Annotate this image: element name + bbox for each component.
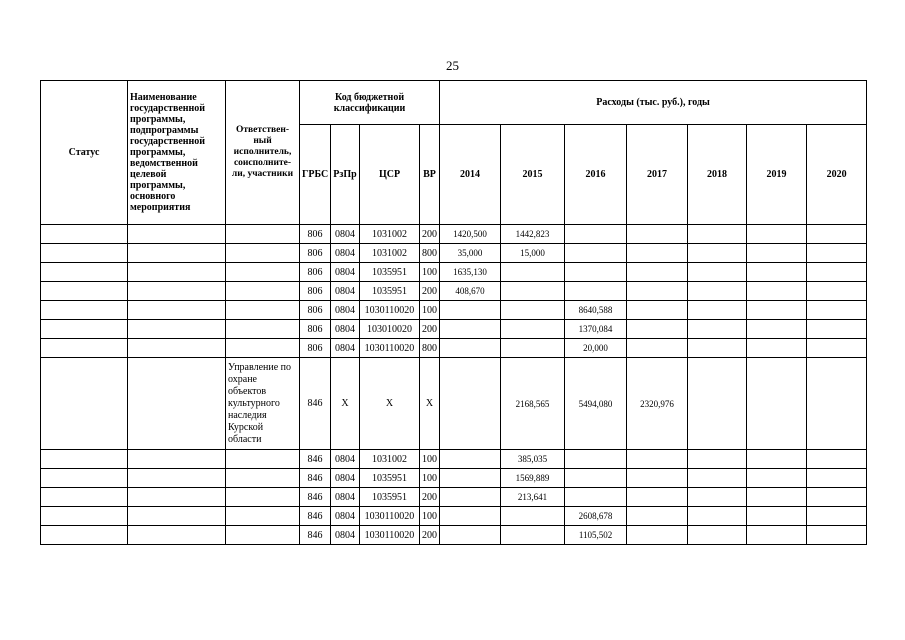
header-year-2017: 2017 (627, 125, 688, 225)
table-row (41, 469, 867, 488)
status-cell (41, 526, 128, 545)
value-2014-cell (440, 507, 501, 526)
executor-cell (226, 263, 300, 282)
status-cell (41, 225, 128, 244)
vr-cell: 100 (420, 450, 440, 469)
executor-cell (226, 507, 300, 526)
program-cell (128, 263, 226, 282)
status-cell (41, 469, 128, 488)
value-2019-cell (747, 507, 807, 526)
value-2016-cell (565, 469, 627, 488)
value-2019-cell (747, 339, 807, 358)
budget-table (40, 80, 867, 545)
value-2018-cell (688, 358, 747, 450)
executor-cell (226, 339, 300, 358)
header-rzpr: РзПр (331, 125, 360, 225)
value-2015-cell (501, 282, 565, 301)
program-cell (128, 526, 226, 545)
value-2018-cell (688, 320, 747, 339)
status-cell (41, 282, 128, 301)
csr-cell: 1030110020 (360, 526, 420, 545)
grbs-cell: 846 (300, 450, 331, 469)
value-2019-cell (747, 320, 807, 339)
value-2018-cell (688, 282, 747, 301)
header-vr: ВР (420, 125, 440, 225)
value-2017-cell (627, 488, 688, 507)
csr-cell: 1035951 (360, 263, 420, 282)
value-2020-cell (807, 526, 867, 545)
value-2020-cell (807, 507, 867, 526)
value-2015-cell: 2168,565 (501, 358, 565, 450)
csr-cell: 1030110020 (360, 507, 420, 526)
value-2019-cell (747, 263, 807, 282)
rzpr-cell: 0804 (331, 339, 360, 358)
rzpr-cell: 0804 (331, 282, 360, 301)
value-2014-cell (440, 469, 501, 488)
executor-cell (226, 526, 300, 545)
rzpr-cell: 0804 (331, 320, 360, 339)
csr-cell: 1030110020 (360, 301, 420, 320)
status-cell (41, 263, 128, 282)
value-2017-cell: 2320,976 (627, 358, 688, 450)
table-row (41, 301, 867, 320)
value-2014-cell: 408,670 (440, 282, 501, 301)
header-executor: Ответствен-ный исполнитель, соисполните-ли, участники (226, 81, 300, 225)
value-2015-cell (501, 526, 565, 545)
header-year-2020: 2020 (807, 125, 867, 225)
table-row (41, 450, 867, 469)
value-2019-cell (747, 244, 807, 263)
value-2018-cell (688, 225, 747, 244)
header-budget-code: Код бюджетной классификации (300, 81, 440, 125)
value-2016-cell (565, 488, 627, 507)
program-cell (128, 301, 226, 320)
program-cell (128, 244, 226, 263)
vr-cell: 100 (420, 263, 440, 282)
value-2014-cell (440, 526, 501, 545)
value-2015-cell (501, 320, 565, 339)
value-2017-cell (627, 282, 688, 301)
header-csr: ЦСР (360, 125, 420, 225)
rzpr-cell: 0804 (331, 263, 360, 282)
value-2014-cell (440, 358, 501, 450)
executor-cell (226, 450, 300, 469)
value-2018-cell (688, 244, 747, 263)
status-cell (41, 358, 128, 450)
value-2020-cell (807, 263, 867, 282)
value-2019-cell (747, 526, 807, 545)
table-row (41, 225, 867, 244)
vr-cell: 800 (420, 339, 440, 358)
executor-cell (226, 488, 300, 507)
rzpr-cell: 0804 (331, 225, 360, 244)
csr-cell: 1035951 (360, 469, 420, 488)
value-2014-cell: 1420,500 (440, 225, 501, 244)
value-2017-cell (627, 225, 688, 244)
status-cell (41, 339, 128, 358)
value-2017-cell (627, 526, 688, 545)
value-2016-cell: 8640,588 (565, 301, 627, 320)
status-cell (41, 450, 128, 469)
executor-cell (226, 225, 300, 244)
program-cell (128, 507, 226, 526)
grbs-cell: 846 (300, 507, 331, 526)
csr-cell: 1035951 (360, 282, 420, 301)
value-2016-cell: 2608,678 (565, 507, 627, 526)
rzpr-cell: 0804 (331, 301, 360, 320)
executor-cell (226, 244, 300, 263)
value-2016-cell (565, 450, 627, 469)
program-cell (128, 339, 226, 358)
executor-cell (226, 282, 300, 301)
vr-cell: 800 (420, 244, 440, 263)
value-2015-cell: 1442,823 (501, 225, 565, 244)
value-2020-cell (807, 488, 867, 507)
value-2017-cell (627, 263, 688, 282)
value-2017-cell (627, 339, 688, 358)
table-row (41, 358, 867, 450)
vr-cell: 100 (420, 469, 440, 488)
header-year-2018: 2018 (688, 125, 747, 225)
value-2020-cell (807, 339, 867, 358)
value-2019-cell (747, 225, 807, 244)
value-2018-cell (688, 301, 747, 320)
rzpr-cell: 0804 (331, 450, 360, 469)
value-2018-cell (688, 488, 747, 507)
vr-cell: 200 (420, 488, 440, 507)
grbs-cell: 846 (300, 358, 331, 450)
program-cell (128, 469, 226, 488)
value-2017-cell (627, 244, 688, 263)
value-2017-cell (627, 320, 688, 339)
table-row (41, 263, 867, 282)
value-2015-cell (501, 339, 565, 358)
program-cell (128, 225, 226, 244)
grbs-cell: 806 (300, 244, 331, 263)
program-cell (128, 358, 226, 450)
value-2014-cell (440, 320, 501, 339)
table-row (41, 339, 867, 358)
grbs-cell: 806 (300, 282, 331, 301)
value-2016-cell (565, 225, 627, 244)
vr-cell: 200 (420, 225, 440, 244)
value-2018-cell (688, 263, 747, 282)
grbs-cell: 846 (300, 469, 331, 488)
value-2014-cell (440, 450, 501, 469)
value-2016-cell: 1105,502 (565, 526, 627, 545)
value-2017-cell (627, 450, 688, 469)
program-cell (128, 282, 226, 301)
csr-cell: 103010020 (360, 320, 420, 339)
grbs-cell: 806 (300, 339, 331, 358)
value-2014-cell (440, 301, 501, 320)
vr-cell: 200 (420, 320, 440, 339)
vr-cell: 200 (420, 526, 440, 545)
header-year-2019: 2019 (747, 125, 807, 225)
program-cell (128, 320, 226, 339)
grbs-cell: 806 (300, 320, 331, 339)
header-grbs: ГРБС (300, 125, 331, 225)
grbs-cell: 846 (300, 526, 331, 545)
value-2015-cell (501, 263, 565, 282)
table-row (41, 507, 867, 526)
value-2020-cell (807, 320, 867, 339)
csr-cell: 1030110020 (360, 339, 420, 358)
executor-cell: Управление по охране объектов культурного наследия Курской области (226, 358, 300, 450)
value-2020-cell (807, 469, 867, 488)
value-2020-cell (807, 225, 867, 244)
value-2016-cell (565, 263, 627, 282)
rzpr-cell: 0804 (331, 244, 360, 263)
status-cell (41, 301, 128, 320)
value-2018-cell (688, 450, 747, 469)
value-2016-cell: 5494,080 (565, 358, 627, 450)
executor-cell (226, 320, 300, 339)
value-2014-cell: 1635,130 (440, 263, 501, 282)
value-2018-cell (688, 507, 747, 526)
status-cell (41, 320, 128, 339)
value-2015-cell (501, 301, 565, 320)
header-year-2016: 2016 (565, 125, 627, 225)
rzpr-cell: X (331, 358, 360, 450)
value-2019-cell (747, 301, 807, 320)
status-cell (41, 244, 128, 263)
csr-cell: 1031002 (360, 450, 420, 469)
value-2018-cell (688, 526, 747, 545)
vr-cell: 100 (420, 301, 440, 320)
csr-cell: 1031002 (360, 225, 420, 244)
value-2019-cell (747, 358, 807, 450)
header-status: Статус (41, 81, 128, 225)
value-2014-cell: 35,000 (440, 244, 501, 263)
table-row (41, 488, 867, 507)
csr-cell: 1035951 (360, 488, 420, 507)
grbs-cell: 806 (300, 301, 331, 320)
value-2016-cell: 1370,084 (565, 320, 627, 339)
value-2016-cell (565, 244, 627, 263)
value-2015-cell: 1569,889 (501, 469, 565, 488)
program-cell (128, 488, 226, 507)
rzpr-cell: 0804 (331, 507, 360, 526)
value-2019-cell (747, 450, 807, 469)
value-2018-cell (688, 339, 747, 358)
csr-cell: X (360, 358, 420, 450)
program-cell (128, 450, 226, 469)
value-2015-cell: 15,000 (501, 244, 565, 263)
value-2015-cell (501, 507, 565, 526)
value-2017-cell (627, 469, 688, 488)
table-row (41, 526, 867, 545)
table-row (41, 244, 867, 263)
header-year-2014: 2014 (440, 125, 501, 225)
value-2017-cell (627, 301, 688, 320)
value-2020-cell (807, 282, 867, 301)
grbs-cell: 806 (300, 225, 331, 244)
vr-cell: X (420, 358, 440, 450)
header-expenses: Расходы (тыс. руб.), годы (440, 81, 867, 125)
value-2015-cell: 385,035 (501, 450, 565, 469)
executor-cell (226, 469, 300, 488)
value-2019-cell (747, 282, 807, 301)
value-2014-cell (440, 339, 501, 358)
header-program-name: Наименование государственной программы, подпрограммы государственной программы, ведомственной целевой программы, основного мероприятия (128, 81, 226, 225)
rzpr-cell: 0804 (331, 469, 360, 488)
page-number: 25 (446, 58, 459, 73)
value-2019-cell (747, 488, 807, 507)
grbs-cell: 806 (300, 263, 331, 282)
header-year-2015: 2015 (501, 125, 565, 225)
vr-cell: 200 (420, 282, 440, 301)
vr-cell: 100 (420, 507, 440, 526)
rzpr-cell: 0804 (331, 526, 360, 545)
value-2015-cell: 213,641 (501, 488, 565, 507)
value-2017-cell (627, 507, 688, 526)
value-2019-cell (747, 469, 807, 488)
rzpr-cell: 0804 (331, 488, 360, 507)
executor-cell (226, 301, 300, 320)
value-2020-cell (807, 301, 867, 320)
value-2014-cell (440, 488, 501, 507)
table-row (41, 282, 867, 301)
value-2016-cell (565, 282, 627, 301)
status-cell (41, 488, 128, 507)
value-2018-cell (688, 469, 747, 488)
status-cell (41, 507, 128, 526)
value-2020-cell (807, 244, 867, 263)
value-2020-cell (807, 450, 867, 469)
value-2016-cell: 20,000 (565, 339, 627, 358)
csr-cell: 1031002 (360, 244, 420, 263)
value-2020-cell (807, 358, 867, 450)
table-row (41, 320, 867, 339)
grbs-cell: 846 (300, 488, 331, 507)
